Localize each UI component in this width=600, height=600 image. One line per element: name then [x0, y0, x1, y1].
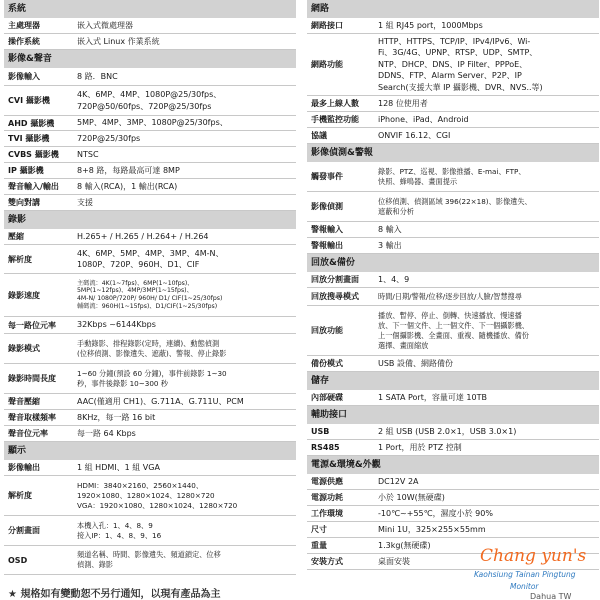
spec-value: 8 輸入(RCA)，1 輸出(RCA) [77, 181, 178, 191]
spec-row [307, 222, 599, 238]
section-header: 影像&聲音 [4, 50, 296, 68]
spec-label: 每一路位元率 [8, 320, 56, 330]
section-header: 電源&環境&外觀 [307, 456, 599, 474]
spec-label: 影像輸出 [8, 463, 40, 472]
spec-label: 影像偵測 [311, 202, 343, 211]
spec-label: 尺寸 [311, 525, 327, 534]
spec-value: 本機入孔：1、4、8、9 接入IP：1、4、8、9、16 [77, 520, 162, 540]
spec-label: 最多上線人數 [311, 99, 359, 108]
spec-row [307, 96, 599, 112]
spec-value: 3 輸出 [378, 240, 402, 250]
spec-value: 32Kbps ~6144Kbps [77, 320, 156, 330]
brand-tail: Dahua TW [530, 592, 572, 600]
spec-label: 解析度 [8, 491, 32, 500]
spec-row [4, 334, 296, 364]
spec-row [4, 68, 296, 86]
spec-value: 頻道名稱、時間、影像遺失、頻道鎖定、位移 偵測、錄影 [77, 550, 221, 569]
spec-row [4, 546, 296, 575]
spec-label: RS485 [311, 443, 340, 452]
spec-label: 壓縮 [8, 232, 24, 241]
spec-value: 1 Port，用於 PTZ 控制 [378, 442, 462, 452]
spec-row [307, 490, 599, 506]
spec-value: 128 位使用者 [378, 98, 428, 108]
spec-label: 錄影速度 [8, 290, 40, 300]
spec-value: 1、4、9 [378, 274, 410, 284]
spec-value: 1~60 分鐘(預設 60 分鐘)，事件前錄影 1~30 秒，事件後錄影 10~300 秒 [77, 368, 227, 388]
spec-value: HTTP、HTTPS、TCP/IP、IPv4/IPv6、Wi- Fi、3G/4G、UPNP、RTSP、UDP、SMTP、 NTP、DHCP、DNS、IP Filter、PPPoE、 DDNS、FTP、Alarm Server、P2P、IP Search(支援大華 IP 攝影機、DVR、NVS..等) [378, 36, 543, 92]
spec-row [307, 162, 599, 192]
spec-value: H.265+ / H.265 / H.264+ / H.264 [77, 231, 209, 241]
spec-value: 4K、6MP、5MP、4MP、3MP、4M-N、 1080P、720P、960H、D1、CIF [77, 248, 224, 269]
spec-row [307, 272, 599, 288]
spec-row [307, 192, 599, 222]
spec-value: 8+8 路，每路最高可達 8MP [77, 165, 180, 175]
spec-row [4, 410, 296, 426]
spec-row [4, 476, 296, 516]
changyun-logo [472, 546, 596, 598]
spec-value: 5MP、4MP、3MP、1080P@25/30fps、 [77, 118, 228, 128]
spec-label: 警報輸入 [311, 225, 343, 234]
spec-row [307, 390, 599, 406]
spec-label: 影像輸入 [8, 72, 40, 81]
spec-row [307, 440, 599, 456]
spec-label: 手機監控功能 [311, 115, 359, 124]
spec-value: 720P@25/30fps [77, 133, 141, 143]
spec-row [4, 516, 296, 546]
spec-value: Mini 1U，325×255×55mm [378, 524, 486, 534]
spec-value: USB 設備、網路備份 [378, 358, 453, 368]
spec-value: 1.3kg(無硬碟) [378, 540, 431, 550]
spec-label: 操作系統 [8, 37, 40, 46]
spec-label: 重量 [311, 541, 327, 550]
spec-row [4, 116, 296, 131]
spec-row [307, 506, 599, 522]
section-header: 網路 [307, 0, 599, 18]
spec-label: 解析度 [8, 254, 32, 264]
spec-label: CVBS 攝影機 [8, 150, 59, 159]
spec-row [307, 238, 599, 254]
footnote: ★ 規格如有變動恕不另行通知，以現有產品為主 [8, 589, 221, 600]
spec-label: TVI 攝影機 [8, 134, 50, 143]
spec-label: 聲音輸入/輸出 [8, 182, 59, 191]
spec-label: 網路接口 [311, 21, 343, 30]
spec-value: NTSC [77, 149, 99, 159]
spec-value: 1 組 RJ45 port，1000Mbps [378, 20, 483, 30]
spec-value: iPhone、iPad、Android [378, 114, 469, 124]
spec-value: 手動錄影、排程錄影(定時，連續)、動態偵測 (位移偵測、影像遺失、遮蔽)、警報、停止錄影 [77, 338, 227, 358]
spec-row [4, 18, 296, 34]
spec-value: 1 組 HDMI、1 組 VGA [77, 462, 160, 472]
spec-row [307, 522, 599, 538]
spec-row [307, 356, 599, 372]
section-header: 錄影 [4, 211, 296, 229]
spec-row [4, 163, 296, 179]
spec-label: IP 攝影機 [8, 166, 44, 175]
spec-row [307, 306, 599, 356]
spec-value: 2 組 USB (USB 2.0×1，USB 3.0×1) [378, 426, 517, 436]
spec-label: 聲音位元率 [8, 429, 48, 438]
spec-value: DC12V 2A [378, 476, 419, 486]
spec-label: 工作環境 [311, 509, 343, 518]
spec-row [4, 131, 296, 147]
spec-value: HDMI：3840×2160、2560×1440、 1920×1080、1280×1024、1280×720 VGA：1920×1080、1280×1024、1280×720 [77, 480, 238, 510]
spec-label: 回放搜尋模式 [311, 292, 359, 301]
logo-title: Chang yun's [480, 546, 587, 566]
spec-row [4, 274, 296, 317]
spec-value: 8 輸入 [378, 224, 402, 234]
spec-label: 回放功能 [311, 326, 343, 335]
spec-row [4, 179, 296, 195]
spec-row [307, 18, 599, 34]
spec-value: ONVIF 16.12、CGI [378, 130, 451, 140]
spec-value: AAC(僅適用 CH1)、G.711A、G.711U、PCM [77, 396, 244, 406]
spec-value: 嵌入式微處理器 [77, 20, 133, 30]
spec-row [4, 229, 296, 245]
spec-value: 8KHz，每一路 16 bit [77, 412, 156, 422]
spec-label: 內部硬碟 [311, 393, 343, 402]
spec-label: 聲音取樣頻率 [8, 413, 56, 422]
section-header: 影像偵測&警報 [307, 144, 599, 162]
spec-row [4, 364, 296, 394]
spec-value: -10℃~+55℃，濕度小於 90% [378, 508, 493, 518]
spec-row [4, 147, 296, 163]
spec-label: 電源供應 [311, 477, 343, 486]
logo-subtitle: Monitor [510, 582, 539, 591]
spec-row [4, 195, 296, 211]
spec-label: 備份模式 [311, 359, 343, 368]
section-header: 系統 [4, 0, 296, 18]
spec-label: USB [311, 427, 330, 436]
spec-value: 每一路 64 Kbps [77, 428, 136, 438]
spec-label: 錄影模式 [8, 344, 40, 353]
spec-row [307, 288, 599, 306]
spec-label: 雙向對講 [8, 198, 40, 207]
spec-row [4, 86, 296, 116]
section-header: 顯示 [4, 442, 296, 460]
spec-value: 播放、暫停、停止、倒轉、快速播放、慢速播 放、下一個文件、上一個文件、下一個攝影機、 上一個攝影機、全畫面、重複、隨機播放、備份 選擇、畫面縮放 [378, 310, 529, 350]
spec-row [307, 474, 599, 490]
section-header: 輔助接口 [307, 406, 599, 424]
spec-label: 主處理器 [8, 21, 40, 30]
spec-row [4, 245, 296, 274]
spec-value: 主碼流：4K(1~7fps)、6MP(1~10fps)、 5MP(1~12fps)、4MP/3MP(1~15fps)、 4M-N/ 1080P/720P/ 960H/ D1/ CIF(1~25/30fps) 輔碼流：960H(1~15fps)、D1/CIF(1~25/30fps) [77, 279, 223, 310]
spec-value: 4K、6MP、4MP、1080P@25/30fps、 720P@50/60fps、720P@25/30fps [77, 90, 222, 111]
section-header: 回放&備份 [307, 254, 599, 272]
spec-value: 小於 10W(無硬碟) [378, 492, 445, 502]
spec-row [4, 394, 296, 410]
spec-label: 觸發事件 [311, 172, 343, 181]
spec-row [307, 34, 599, 96]
left-spec-column [4, 0, 296, 575]
spec-label: 聲音壓縮 [8, 397, 40, 406]
spec-value: 支援 [77, 197, 93, 207]
spec-value: 1 SATA Port，容量可達 10TB [378, 392, 487, 402]
spec-label: 安裝方式 [311, 557, 343, 566]
spec-row [4, 426, 296, 442]
spec-label: 網路功能 [311, 60, 343, 69]
spec-label: 警報輸出 [311, 241, 343, 250]
spec-label: AHD 攝影機 [8, 118, 55, 128]
spec-label: 回放分割畫面 [311, 275, 359, 284]
spec-row [307, 424, 599, 440]
spec-row [4, 317, 296, 334]
spec-value: 時間/日期/警報/位移/逐步回放/人臉/智慧搜尋 [378, 291, 522, 301]
spec-value: 位移偵測、偵測區域 396(22×18)、影像遺失、 遮蔽和分析 [378, 196, 532, 216]
right-spec-column [307, 0, 599, 570]
section-header: 儲存 [307, 372, 599, 390]
spec-label: 分割畫面 [8, 526, 40, 535]
spec-row [307, 128, 599, 144]
spec-label: 電源功耗 [311, 493, 343, 502]
spec-value: 錄影、PTZ、巡視、影像推播、E-mai、FTP、 快照、蜂鳴器、畫面提示 [378, 166, 526, 186]
spec-value: 嵌入式 Linux 作業系統 [77, 36, 160, 46]
spec-row [307, 112, 599, 128]
spec-label: CVI 攝影機 [8, 96, 50, 105]
spec-label: 協議 [311, 131, 327, 140]
spec-row [4, 34, 296, 50]
spec-label: 錄影時間長度 [8, 374, 56, 383]
spec-row [4, 460, 296, 476]
logo-cities: Kaohsiung Tainan Pingtung [474, 570, 576, 579]
spec-value: 桌面安裝 [378, 556, 410, 566]
spec-label: OSD [8, 555, 28, 565]
spec-value: 8 路．BNC [77, 71, 118, 81]
